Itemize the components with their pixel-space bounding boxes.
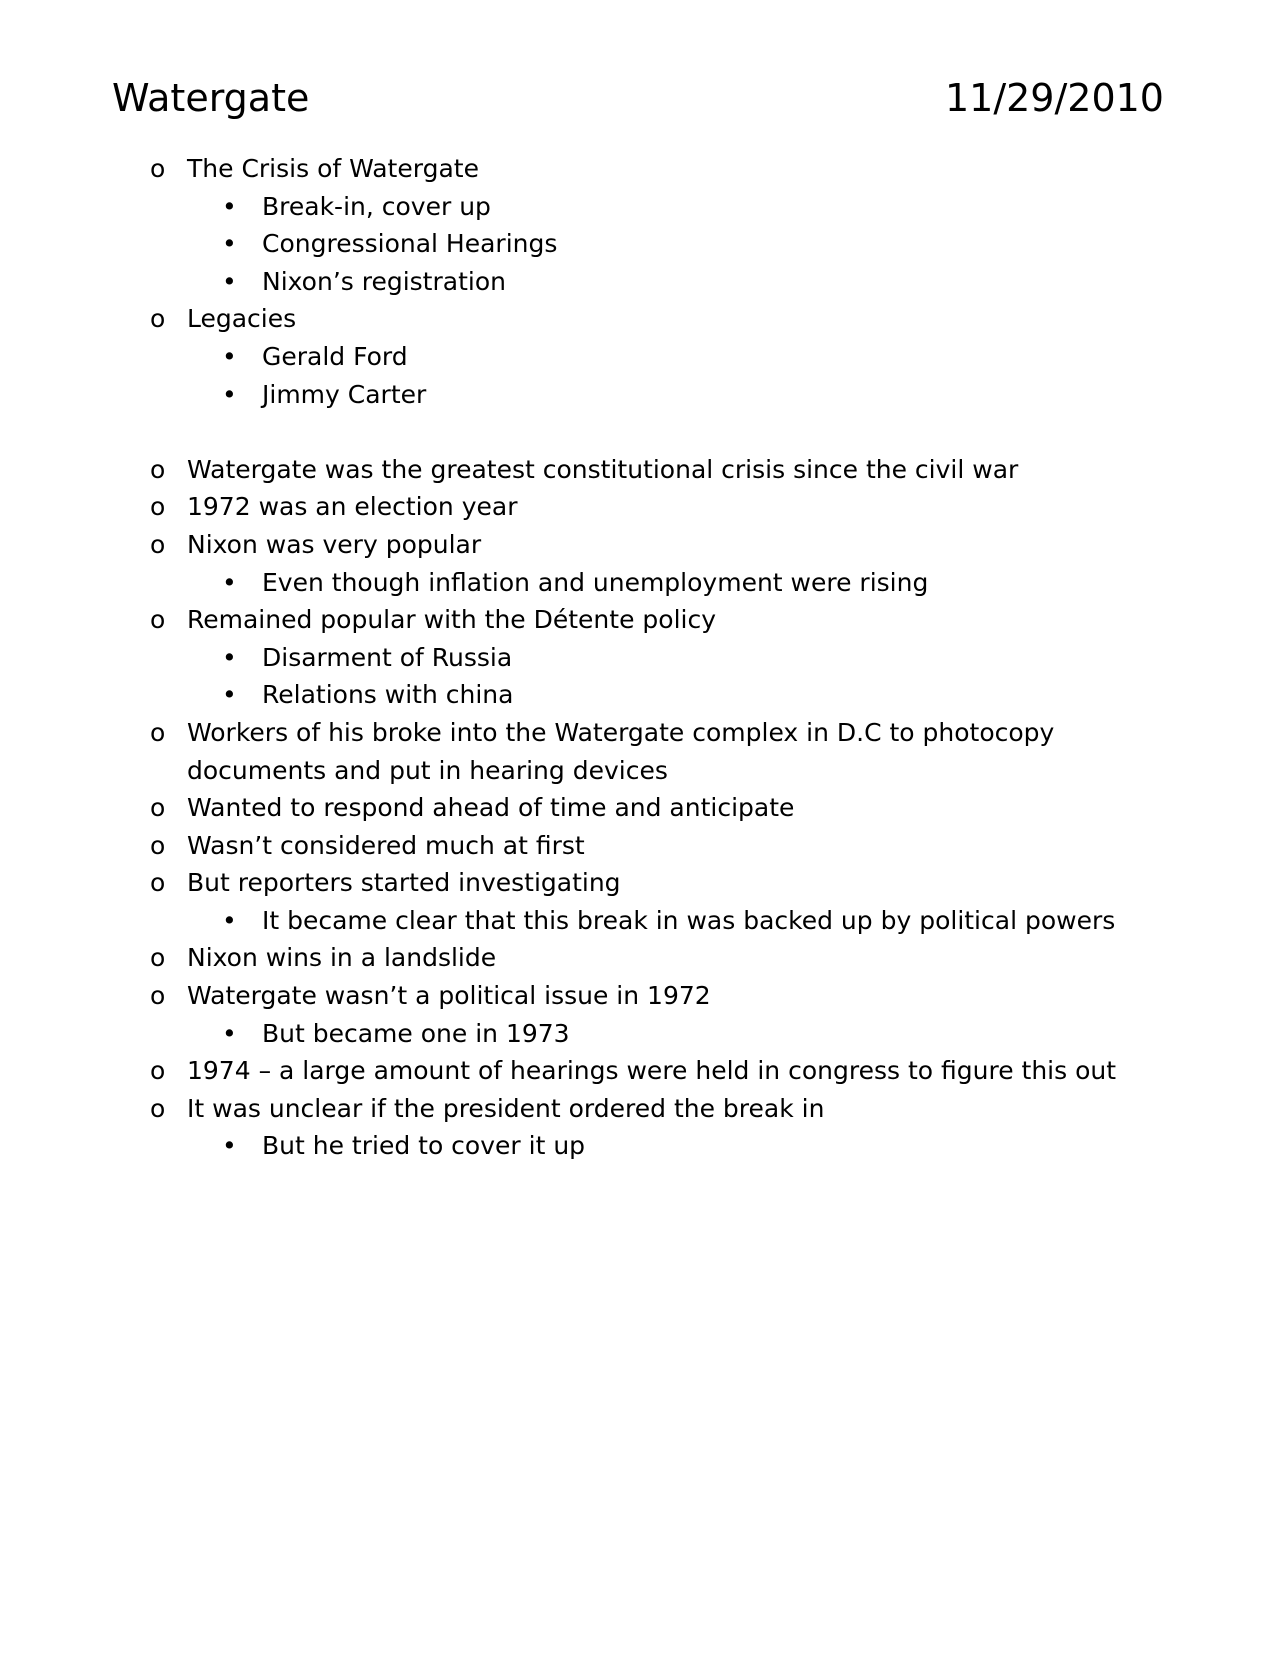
note-subitem xyxy=(0,902,1280,940)
note-item xyxy=(0,827,1280,865)
note-text: Remained popular with the Détente policy xyxy=(187,605,717,635)
hollow-bullet-icon: o xyxy=(150,868,166,898)
note-subitem xyxy=(0,225,1280,263)
note-text: The Crisis of Watergate xyxy=(187,154,479,183)
hollow-bullet-icon: o xyxy=(150,304,166,334)
note-text: Gerald Ford xyxy=(262,341,408,371)
hollow-bullet-icon: o xyxy=(150,793,166,823)
hollow-bullet-icon: o xyxy=(150,1056,166,1086)
hollow-bullet-icon: o xyxy=(150,1093,166,1123)
note-item-continuation xyxy=(0,752,1280,790)
note-text: Nixon wins in a landslide xyxy=(187,943,497,973)
note-item xyxy=(0,150,1280,188)
note-text: Congressional Hearings xyxy=(262,229,558,259)
note-text: Jimmy Carter xyxy=(262,379,427,409)
note-text: Break-in, cover up xyxy=(262,191,491,221)
note-text: 1972 was an election year xyxy=(187,492,518,522)
note-item xyxy=(0,977,1280,1015)
note-item xyxy=(0,864,1280,902)
note-subitem xyxy=(0,263,1280,301)
document-date: 11/29/2010 xyxy=(944,76,1164,120)
note-text: Wasn’t considered much at first xyxy=(187,830,585,860)
note-text: Legacies xyxy=(187,304,297,334)
note-text: Relations with china xyxy=(262,680,514,710)
note-text: But he tried to cover it up xyxy=(262,1131,586,1161)
blank-line xyxy=(0,413,1280,451)
note-subitem xyxy=(0,1127,1280,1165)
note-item xyxy=(0,789,1280,827)
notes-list xyxy=(0,150,1280,1165)
note-subitem xyxy=(0,376,1280,414)
note-subitem xyxy=(0,1015,1280,1053)
note-text: It became clear that this break in was backed up by political powers xyxy=(262,905,1116,935)
bullet-icon: • xyxy=(222,229,237,259)
note-text: 1974 – a large amount of hearings were held in congress to figure this out xyxy=(187,1056,1117,1086)
hollow-bullet-icon: o xyxy=(150,830,166,860)
note-subitem xyxy=(0,338,1280,376)
hollow-bullet-icon: o xyxy=(150,717,166,747)
note-item xyxy=(0,714,1280,752)
note-text: Watergate was the greatest constitutional crisis since the civil war xyxy=(187,454,1019,484)
note-text: Disarment of Russia xyxy=(262,642,513,672)
note-item xyxy=(0,300,1280,338)
bullet-icon: • xyxy=(222,266,237,296)
note-subitem xyxy=(0,564,1280,602)
bullet-icon: • xyxy=(222,567,237,597)
note-text: Workers of his broke into the Watergate complex in D.C to photocopy xyxy=(187,717,1055,747)
hollow-bullet-icon: o xyxy=(150,154,166,183)
note-text: It was unclear if the president ordered the break in xyxy=(187,1093,825,1123)
note-subitem xyxy=(0,676,1280,714)
bullet-icon: • xyxy=(222,905,237,935)
bullet-icon: • xyxy=(222,379,237,409)
document-title: Watergate xyxy=(112,76,310,120)
bullet-icon: • xyxy=(222,642,237,672)
note-item xyxy=(0,451,1280,489)
bullet-icon: • xyxy=(222,1131,237,1161)
hollow-bullet-icon: o xyxy=(150,492,166,522)
hollow-bullet-icon: o xyxy=(150,529,166,559)
hollow-bullet-icon: o xyxy=(150,981,166,1011)
note-text-continuation: documents and put in hearing devices xyxy=(187,755,668,785)
note-text: Nixon’s registration xyxy=(262,266,506,296)
note-item xyxy=(0,1052,1280,1090)
note-subitem xyxy=(0,639,1280,677)
hollow-bullet-icon: o xyxy=(150,454,166,484)
note-item xyxy=(0,601,1280,639)
note-item xyxy=(0,1090,1280,1128)
note-text: Even though inflation and unemployment were rising xyxy=(262,567,929,597)
note-text: Wanted to respond ahead of time and anticipate xyxy=(187,793,795,823)
bullet-icon: • xyxy=(222,191,237,221)
note-text: Watergate wasn’t a political issue in 1972 xyxy=(187,981,711,1011)
hollow-bullet-icon: o xyxy=(150,943,166,973)
note-text: Nixon was very popular xyxy=(187,529,482,559)
bullet-icon: • xyxy=(222,680,237,710)
note-text: But became one in 1973 xyxy=(262,1018,570,1048)
note-subitem xyxy=(0,188,1280,226)
note-item xyxy=(0,526,1280,564)
note-item xyxy=(0,488,1280,526)
bullet-icon: • xyxy=(222,1018,237,1048)
note-item xyxy=(0,939,1280,977)
hollow-bullet-icon: o xyxy=(150,605,166,635)
note-text: But reporters started investigating xyxy=(187,868,621,898)
bullet-icon: • xyxy=(222,341,237,371)
